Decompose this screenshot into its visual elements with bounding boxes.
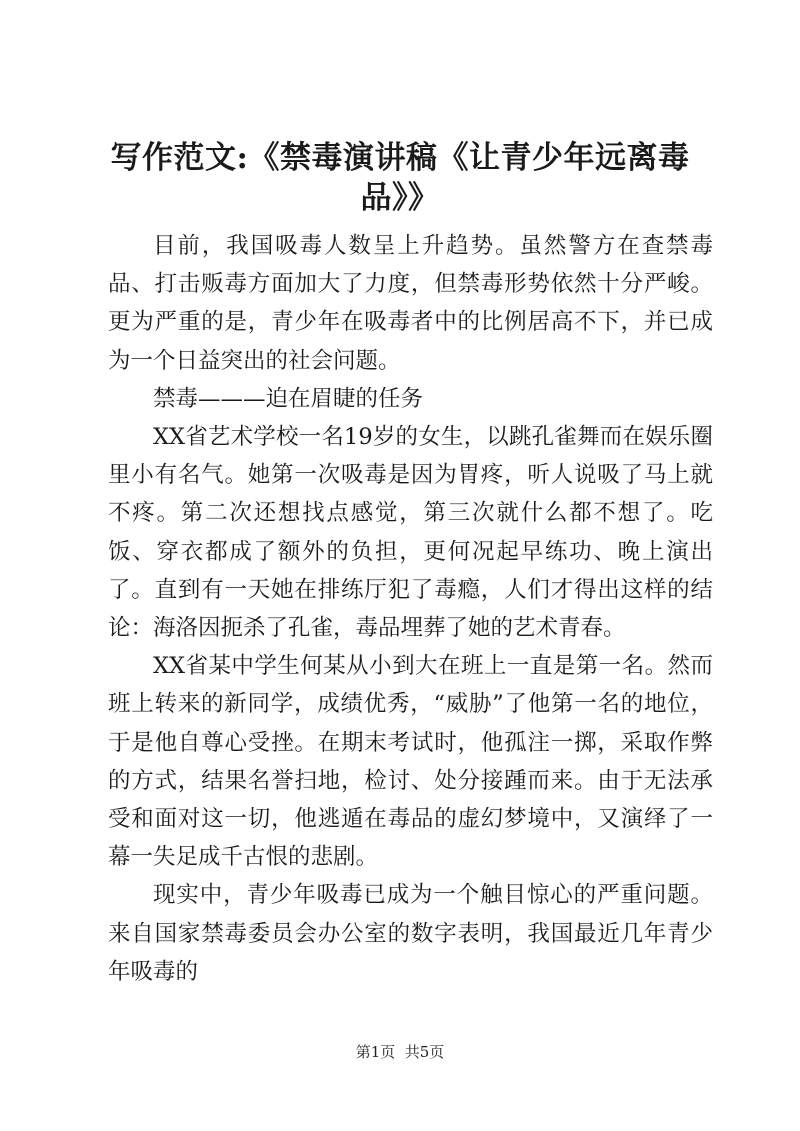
paragraph-intro: 目前，我国吸毒人数呈上升趋势。虽然警方在查禁毒品、打击贩毒方面加大了力度，但禁毒形势依然十分严峻。更为严重的是，青少年在吸毒者中的比例居高不下，并已成为一个日益突出的社会问题。 (108, 233, 713, 374)
document-body (108, 227, 713, 991)
document-title: 写作范文:《禁毒演讲稿《让青少年远离毒品》》 (110, 140, 690, 216)
paragraph-reality: 现实中，青少年吸毒已成为一个触目惊心的严重问题。来自国家禁毒委员会办公室的数字表明，我国最近几年青少年吸毒的 (108, 882, 713, 985)
paragraph-case-two: XX省某中学生何某从小到大在班上一直是第一名。然而班上转来的新同学，成绩优秀，“威胁”了他第一名的地位，于是他自尊心受挫。在期末考试时，他孤注一掷，采取作弊的方式，结果名誉扫地，检讨、处分接踵而来。由于无法承受和面对这一切，他逃遁在毒品的虚幻梦境中，又演绎了一幕一失足成千古恨的悲剧。 (108, 653, 713, 871)
page-number: 第1页 共5页 (355, 1043, 445, 1061)
paragraph-case-one: XX省艺术学校一名19岁的女生，以跳孔雀舞而在娱乐圈里小有名气。她第一次吸毒是因为胃疼，听人说吸了马上就不疼。第二次还想找点感觉，第三次就什么都不想了。吃饭、穿衣都成了额外的负担，更何况起早练功、晚上演出了。直到有一天她在排练厅犯了毒瘾，人们才得出这样的结论：海洛因扼杀了孔雀，毒品埋葬了她的艺术青春。 (108, 424, 713, 642)
page-footer (0, 1042, 800, 1062)
section-heading: 禁毒———迫在眉睫的任务 (153, 385, 424, 412)
